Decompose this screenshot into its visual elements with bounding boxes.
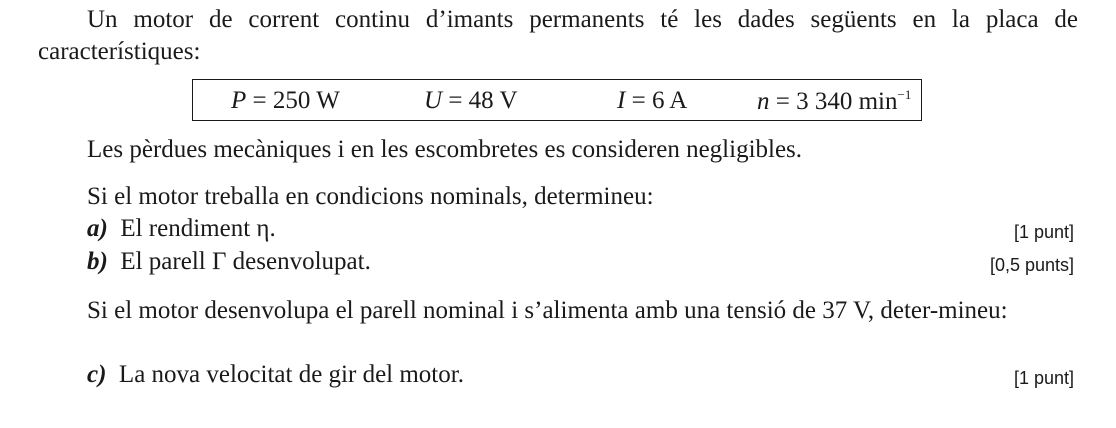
equals-sign: = [252,87,267,114]
intro-paragraph: Un motor de corrent continu d’imants permanents té les dades següents en la placa de característiques: [38,6,1078,65]
question-text: El parell Γ desenvolupat. [120,248,371,275]
equals-sign: = [775,88,790,115]
speed-symbol: n [757,88,770,115]
question-text: La nova velocitat de gir del motor. [118,361,464,388]
speed-value: 3 340 min [796,88,898,115]
losses-paragraph: Les pèrdues mecàniques i en les escombretes es consideren negligibles. [87,136,803,163]
question-text: El rendiment η. [120,215,276,242]
voltage-value: 48 V [468,87,518,114]
power-spec [231,87,340,115]
question-a-points: [1 punt] [1013,222,1074,242]
question-c [87,361,464,389]
question-a [87,215,276,243]
question-letter: b) [87,248,108,275]
power-value: 250 W [272,87,340,114]
equals-sign: = [448,87,463,114]
question-letter: a) [87,215,108,242]
second-intro-paragraph: Si el motor desenvolupa el parell nominal i s’alimenta amb una tensió de 37 V, deter-mineu: [87,297,1008,324]
nominal-intro: Si el motor treballa en condicions nominals, determineu: [87,183,654,210]
equals-sign: = [631,87,646,114]
speed-spec [757,87,911,116]
question-b-points: [0,5 punts] [989,255,1074,275]
current-value: 6 A [651,87,688,114]
question-letter: c) [87,361,107,388]
current-spec [617,87,687,115]
current-symbol: I [617,87,626,114]
question-c-points: [1 punt] [1013,368,1074,388]
power-symbol: P [231,87,247,114]
question-b [87,248,371,276]
speed-exponent: −1 [897,87,912,102]
voltage-symbol: U [424,87,443,114]
nameplate-data-box [192,79,922,121]
voltage-spec [424,87,518,115]
